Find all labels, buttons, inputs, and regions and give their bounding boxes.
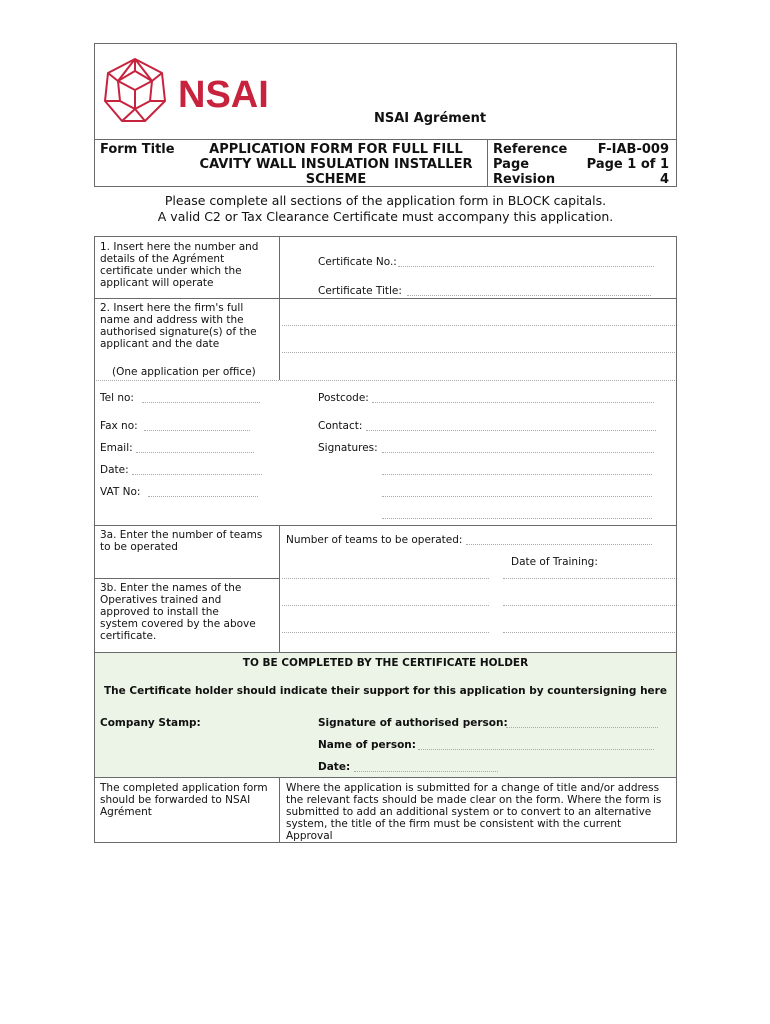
page-label: Page (493, 157, 530, 172)
certificate-no-label: Certificate No.: (318, 256, 397, 268)
page-value: Page 1 of 1 (586, 157, 669, 172)
one-application-note: (One application per office) (112, 366, 256, 378)
person-name-field[interactable] (418, 749, 654, 750)
authorised-signature-label: Signature of authorised person: (318, 717, 508, 729)
contact-field[interactable] (366, 430, 656, 431)
section2-divider (96, 380, 675, 381)
certificate-title-label: Certificate Title: (318, 285, 402, 297)
change-of-title-note: Where the application is submitted for a change of title and/or address the relevant facts should be made clear on the form. Where the form is submitted to add an additional system or to convert to an alternative system, the title of the firm must be consistent with the current Approval (286, 782, 662, 842)
teams-field[interactable] (466, 544, 652, 545)
org-name: NSAI (178, 74, 269, 116)
date-field[interactable] (132, 474, 262, 475)
firm-name-field[interactable] (282, 325, 675, 326)
holder-subheading: The Certificate holder should indicate their support for this application by countersigning here (104, 685, 667, 697)
section1-instruction: 1. Insert here the number and details of the Agrément certificate under which the applicant will operate (100, 241, 259, 289)
training-date-field-3[interactable] (503, 632, 675, 633)
operative-name-field-1[interactable] (282, 578, 489, 579)
holder-date-field[interactable] (354, 771, 498, 772)
revision-value: 4 (659, 172, 669, 187)
tel-field[interactable] (142, 402, 260, 403)
teams-label: Number of teams to be operated: (286, 534, 463, 546)
reference-label: Reference (493, 142, 568, 157)
date-label: Date: (100, 464, 129, 476)
signatures-field-1[interactable] (382, 452, 654, 453)
contact-label: Contact: (318, 420, 363, 432)
operative-name-field-2[interactable] (282, 605, 489, 606)
certificate-no-field[interactable] (398, 266, 654, 267)
form-title-label: Form Title (100, 142, 175, 157)
org-subtitle: NSAI Agrément (374, 111, 487, 126)
signatures-field-2[interactable] (382, 474, 652, 475)
holder-date-label: Date: (318, 761, 351, 773)
firm-address-field[interactable] (282, 352, 675, 353)
vat-field[interactable] (148, 496, 258, 497)
certificate-title-field[interactable] (407, 295, 651, 296)
revision-label: Revision (493, 172, 556, 187)
vat-label: VAT No: (100, 486, 141, 498)
fax-label: Fax no: (100, 420, 138, 432)
nsai-logo (100, 55, 280, 125)
form-title-line-3: SCHEME (305, 172, 367, 187)
tel-label: Tel no: (100, 392, 134, 404)
operative-name-field-3[interactable] (282, 632, 489, 633)
section3a-instruction: 3a. Enter the number of teams to be operated (100, 529, 263, 553)
signatures-field-3[interactable] (382, 496, 652, 497)
postcode-label: Postcode: (318, 392, 369, 404)
company-stamp-label: Company Stamp: (100, 717, 201, 729)
section2-instruction: 2. Insert here the firm's full name and address with the authorised signature(s) of the applicant and the date (100, 302, 257, 350)
instruction-line-1: Please complete all sections of the application form in BLOCK capitals. (164, 193, 607, 208)
postcode-field[interactable] (372, 402, 654, 403)
email-label: Email: (100, 442, 133, 454)
training-date-label: Date of Training: (511, 556, 598, 568)
reference-value: F-IAB-009 (597, 142, 669, 157)
holder-section-bg (95, 653, 676, 777)
training-date-field-2[interactable] (503, 605, 675, 606)
nsai-geodesic-icon (100, 55, 170, 125)
signatures-label: Signatures: (318, 442, 378, 454)
form-title-line-2: CAVITY WALL INSULATION INSTALLER (199, 157, 473, 172)
email-field[interactable] (136, 452, 254, 453)
person-name-label: Name of person: (318, 739, 416, 751)
forwarding-note: The completed application form should be forwarded to NSAI Agrément (100, 782, 268, 818)
form-title-line-1: APPLICATION FORM FOR FULL FILL (209, 142, 463, 157)
fax-field[interactable] (144, 430, 250, 431)
instruction-line-2: A valid C2 or Tax Clearance Certificate must accompany this application. (157, 209, 614, 224)
authorised-signature-field[interactable] (506, 727, 658, 728)
section3b-instruction: 3b. Enter the names of the Operatives trained and approved to install the system covered by the above certificate. (100, 582, 256, 642)
signatures-field-4[interactable] (382, 518, 652, 519)
holder-heading: TO BE COMPLETED BY THE CERTIFICATE HOLDER (242, 657, 529, 669)
training-date-field-1[interactable] (503, 578, 675, 579)
